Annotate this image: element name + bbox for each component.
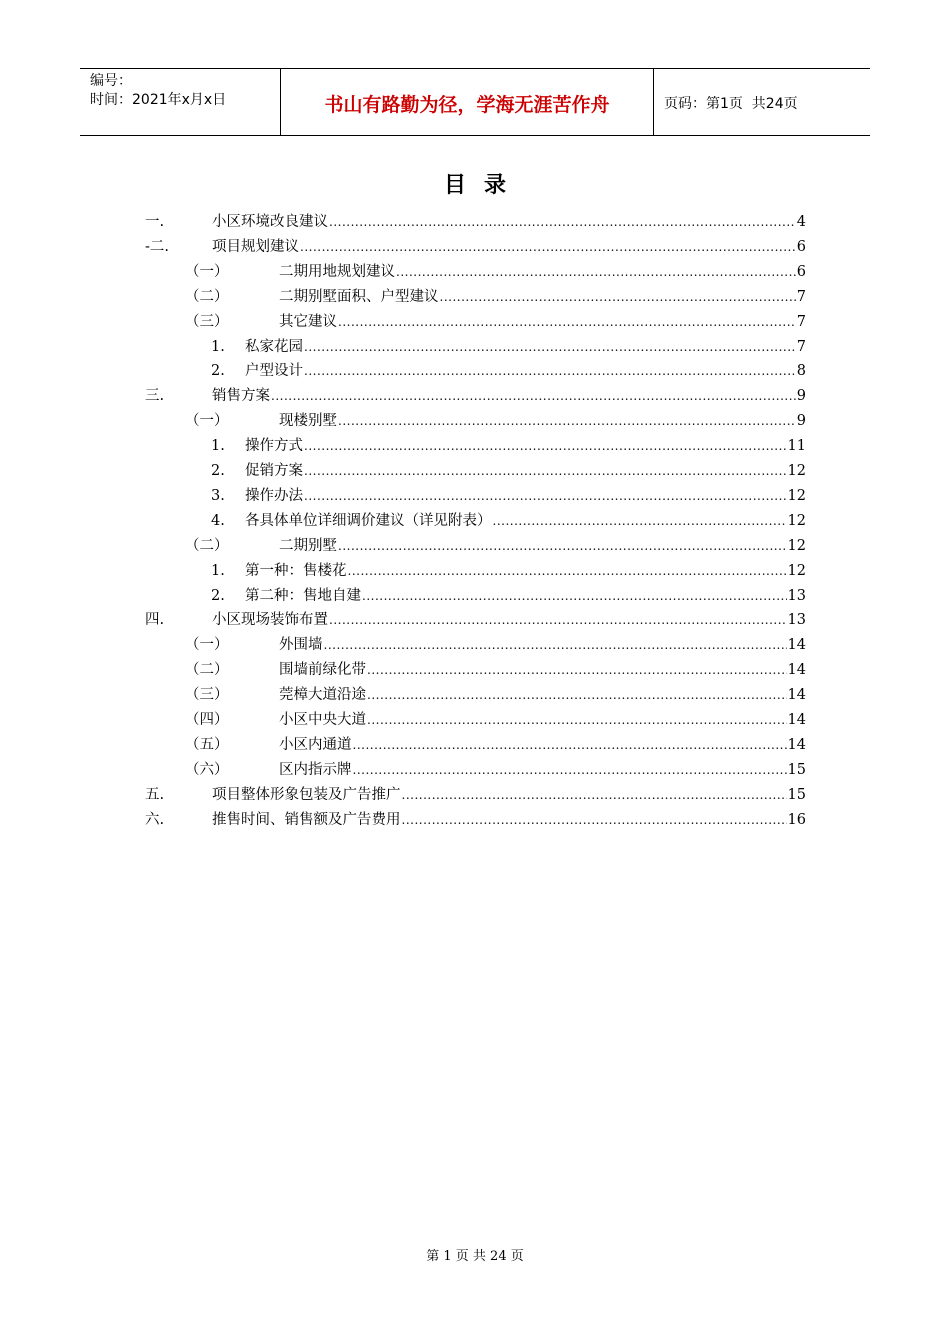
toc-entry-label: 促销方案 [245,463,303,479]
toc-dot-leader [493,509,787,534]
toc-entry[interactable] [211,559,806,584]
toc-entry-page: 12 [787,512,806,529]
toc-entry-page: 6 [796,238,806,255]
toc-entry-number: -二. [145,238,170,255]
toc-entry-number: （二） [185,662,229,679]
toc-entry-label: 第二种：售地自建 [245,587,361,604]
toc-entry-label: 莞樟大道沿途 [279,687,366,704]
toc-dot-leader [338,534,787,559]
toc-entry-number: 五. [145,786,165,803]
toc-entry-page: 12 [787,463,806,479]
page-footer: 第 1 页 共 24 页 [426,1249,524,1264]
toc-entry-number: （四） [185,712,229,728]
toc-entry-page: 13 [787,612,806,629]
toc-entry[interactable] [211,335,806,360]
toc-entry-label: 二期别墅 [279,537,337,554]
toc-entry-label: 外围墙 [279,637,323,654]
toc-entry-label: 小区中央大道 [279,712,366,728]
toc-entry-number: （一） [185,637,229,654]
toc-dot-leader [353,733,787,758]
toc-entry[interactable] [185,658,806,683]
toc-entry[interactable] [211,584,806,609]
toc-entry-page: 16 [787,811,806,828]
toc-dot-leader [367,658,787,683]
toc-entry[interactable] [185,758,806,783]
toc-entry-number: （二） [185,537,229,554]
toc-dot-leader [324,633,787,658]
toc-entry-label: 私家花园 [245,338,303,355]
toc-entry-label: 第一种：售楼花 [245,562,347,579]
toc-entry[interactable] [145,210,806,235]
toc-entry-page: 15 [787,761,806,778]
toc-entry-label: 项目规划建议 [212,238,299,255]
toc-dot-leader [304,434,787,459]
toc-dot-leader [300,235,796,260]
toc-entry-number: 1. [211,562,225,579]
toc-entry[interactable] [185,285,806,310]
toc-entry[interactable] [145,235,806,260]
toc-dot-leader [329,210,796,235]
toc-dot-leader [304,484,787,509]
toc-entry-number: 一. [145,214,165,230]
toc-entry[interactable] [185,683,806,708]
toc-dot-leader [367,708,787,733]
toc-entry-label: 各具体单位详细调价建议（详见附表） [245,512,492,529]
serial-label: 编号： [90,73,132,89]
toc-entry[interactable] [211,459,806,484]
toc-dot-leader [338,310,796,335]
toc-dot-leader [338,409,796,434]
toc-entry-page: 8 [796,363,806,380]
toc-dot-leader [402,808,787,833]
toc-entry-label: 二期别墅面积、户型建议 [279,288,439,305]
toc-entry-number: 3. [211,487,225,504]
toc-entry-label: 围墙前绿化带 [279,662,366,679]
page-header [80,68,870,136]
toc-entry-number: （二） [185,288,229,305]
toc-entry[interactable] [185,310,806,335]
toc-entry-label: 二期用地规划建议 [279,263,395,280]
toc-dot-leader [367,683,787,708]
toc-entry-number: （一） [185,413,229,430]
toc-entry-number: （六） [185,761,229,778]
toc-entry[interactable] [145,808,806,833]
toc-entry-page: 7 [796,288,806,305]
toc-entry-page: 13 [787,587,806,604]
toc-entry-label: 小区环境改良建议 [212,214,328,230]
toc-entry-label: 销售方案 [212,388,270,405]
toc-entry-label: 操作办法 [245,487,303,504]
toc-entry-page: 9 [796,388,806,405]
toc-entry-number: 1. [211,338,225,355]
page-info-label: 页码：第1页 共24页 [664,96,798,112]
toc-entry-page: 14 [787,637,806,654]
toc-entry-page: 14 [787,736,806,753]
toc-entry-label: 户型设计 [245,363,303,380]
toc-entry[interactable] [145,783,806,808]
toc-entry[interactable] [185,733,806,758]
date-label: 时间：2021年x月x日 [90,92,227,108]
toc-entry[interactable] [185,633,806,658]
toc-entry-label: 操作方式 [245,438,303,455]
toc-title: 目录 [443,173,524,198]
toc-entry-page: 11 [787,438,806,455]
toc-entry[interactable] [185,708,806,733]
toc-entry-page: 14 [787,687,806,704]
toc-entry[interactable] [211,484,806,509]
toc-entry-number: 六. [145,811,165,828]
toc-entry-page: 4 [796,214,806,230]
toc-dot-leader [304,359,796,384]
toc-entry-number: 四. [145,612,165,629]
toc-entry-number: （三） [185,687,229,704]
toc-entry-number: （一） [185,263,229,280]
toc-entry[interactable] [185,260,806,285]
toc-dot-leader [304,335,796,360]
toc-entry-page: 12 [787,487,806,504]
toc-entry-number: 2. [211,363,225,380]
toc-entry-label: 项目整体形象包装及广告推广 [212,786,401,803]
toc-entry[interactable] [211,359,806,384]
toc-dot-leader [440,285,796,310]
toc-dot-leader [348,559,787,584]
toc-entry-label: 小区内通道 [279,736,352,753]
toc-entry-page: 7 [796,313,806,330]
toc-entry-page: 12 [787,562,806,579]
toc-entry-number: 2. [211,463,225,479]
toc-dot-leader [402,783,787,808]
toc-entry[interactable] [211,509,806,534]
toc-entry-label: 小区现场装饰布置 [212,612,328,629]
toc-entry-page: 7 [796,338,806,355]
toc-entry-number: 三. [145,388,165,405]
toc-entry[interactable] [211,434,806,459]
toc-entry-page: 14 [787,662,806,679]
toc-entry-number: （五） [185,736,229,753]
toc-entry-number: 1. [211,438,225,455]
toc-entry-page: 6 [796,263,806,280]
toc-entry-label: 推售时间、销售额及广告费用 [212,811,401,828]
header-meta [80,69,281,135]
toc-entry-label: 现楼别墅 [279,413,337,430]
toc-entry-page: 9 [796,413,806,430]
toc-entry[interactable] [145,608,806,633]
toc-entry-page: 14 [787,712,806,728]
toc-entry-label: 区内指示牌 [279,761,352,778]
toc-dot-leader [362,584,787,609]
toc-dot-leader [353,758,787,783]
toc-entry[interactable] [185,534,806,559]
toc-entry[interactable] [145,384,806,409]
toc-entry-number: （三） [185,313,229,330]
toc-entry-number: 2. [211,587,225,604]
toc-entry-page: 15 [787,786,806,803]
toc-dot-leader [271,384,796,409]
toc-dot-leader [396,260,796,285]
toc-entry[interactable] [185,409,806,434]
toc-entry-label: 其它建议 [279,313,337,330]
toc-entry-page: 12 [787,537,806,554]
toc-dot-leader [329,608,787,633]
toc-dot-leader [304,459,787,484]
header-page-info [654,69,870,135]
toc-entry-number: 4. [211,512,225,529]
header-motto: 书山有路勤为径，学海无涯苦作舟 [281,69,654,135]
